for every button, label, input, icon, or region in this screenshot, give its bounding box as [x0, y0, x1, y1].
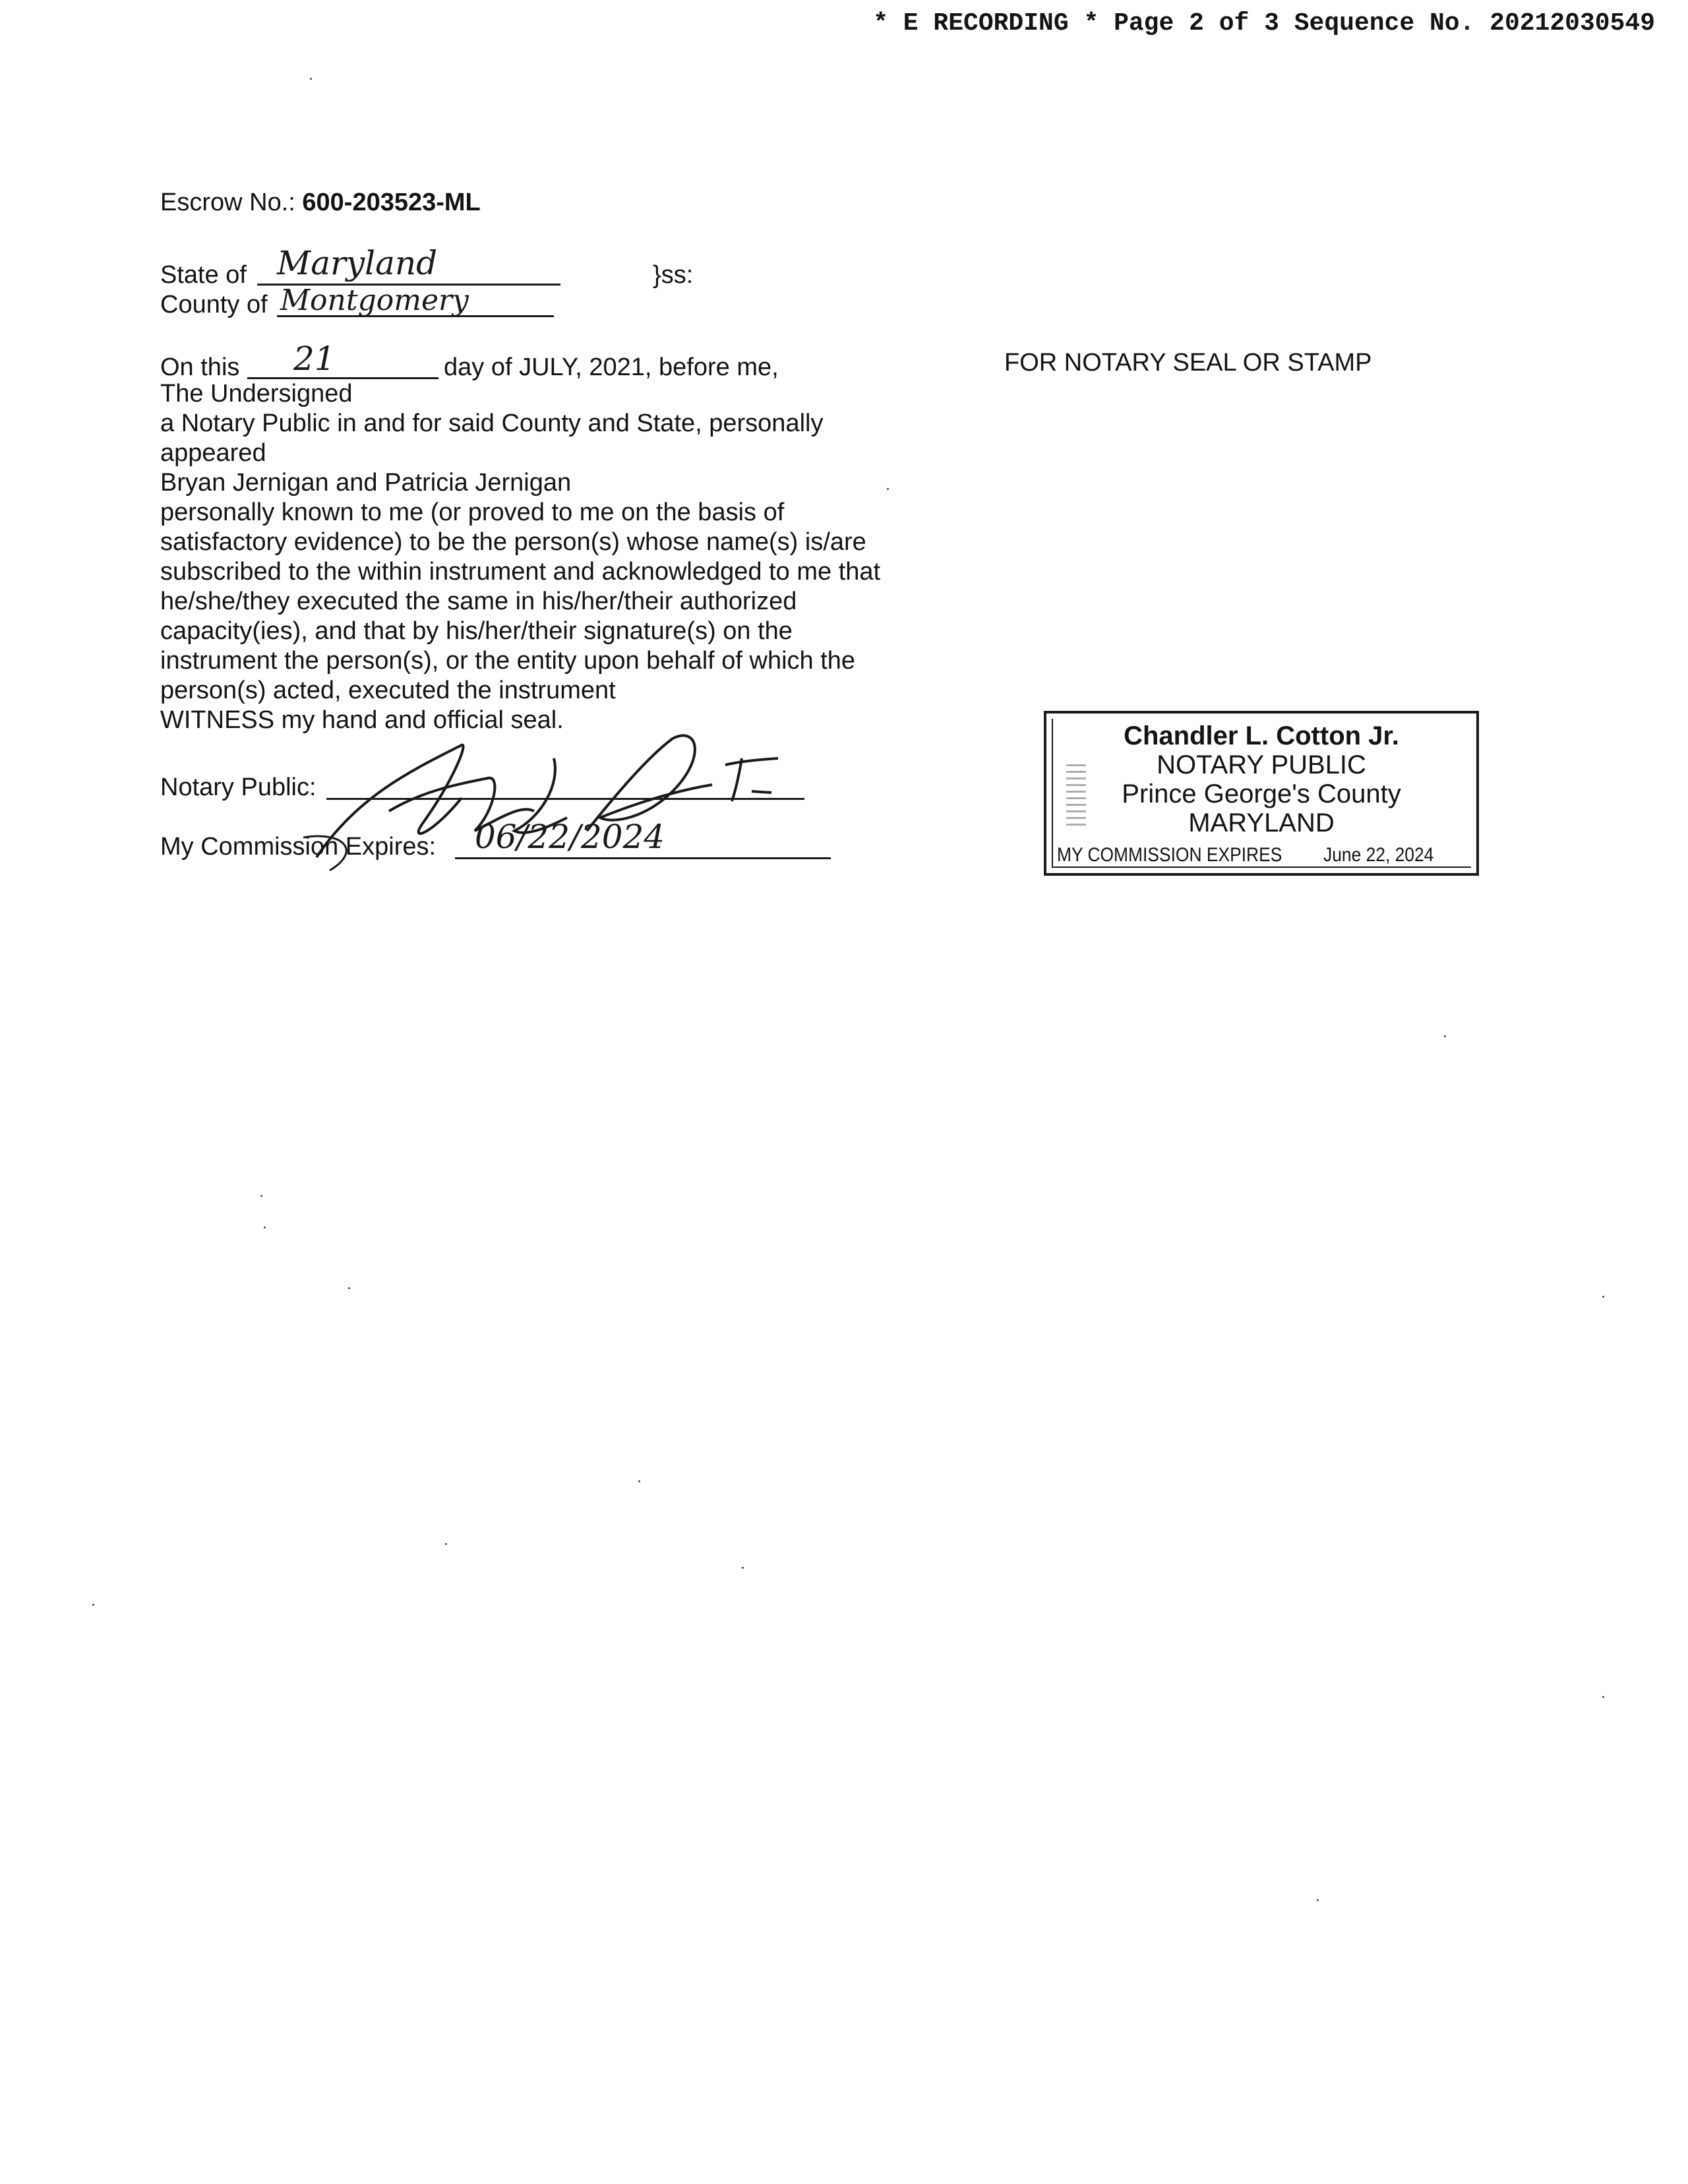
scan-speck — [310, 78, 312, 80]
body-line: personally known to me (or proved to me on the basis of — [160, 499, 785, 526]
body-line: appeared — [160, 439, 266, 467]
body-line: capacity(ies), and that by his/her/their signature(s) on the — [160, 617, 793, 645]
acknowledgment-body — [160, 379, 951, 735]
body-line: The Undersigned — [160, 380, 353, 408]
stamp-title: NOTARY PUBLIC — [1157, 750, 1366, 779]
stamp-expires-label: MY COMMISSION EXPIRES — [1057, 844, 1282, 866]
scan-speck — [260, 1195, 262, 1197]
state-handwritten-value: Maryland — [277, 244, 438, 282]
county-label: County of — [160, 291, 268, 318]
body-line: a Notary Public in and for said County and State, personally — [160, 410, 824, 437]
stamp-state: MARYLAND — [1188, 808, 1335, 837]
scan-speck — [1602, 1696, 1604, 1698]
stamp-notary-name: Chandler L. Cotton Jr. — [1124, 721, 1399, 750]
scan-speck — [1444, 1035, 1446, 1037]
on-this-label: On this — [160, 353, 240, 381]
scan-speck — [445, 1543, 447, 1545]
signer-names: Bryan Jernigan and Patricia Jernigan — [160, 469, 572, 497]
body-line: satisfactory evidence) to be the person(s) whose name(s) is/are — [160, 528, 866, 556]
escrow-line — [160, 188, 481, 218]
notary-public-label: Notary Public: — [160, 774, 316, 801]
day-handwritten-value: 21 — [293, 340, 336, 378]
county-handwritten-value: Montgomery — [280, 284, 469, 317]
body-line: person(s) acted, executed the instrument — [160, 677, 616, 704]
scan-speck — [1317, 1899, 1319, 1901]
scan-speck — [348, 1287, 350, 1289]
notary-stamp — [1044, 711, 1479, 876]
body-line: instrument the person(s), or the entity upon behalf of which the — [160, 647, 856, 675]
day-suffix: day of JULY, 2021, before me, — [444, 353, 779, 381]
body-line: subscribed to the within instrument and acknowledged to me that — [160, 558, 881, 586]
stamp-county: Prince George's County — [1122, 779, 1401, 808]
escrow-label: Escrow No.: — [160, 189, 295, 216]
scan-speck — [264, 1227, 266, 1228]
body-line: he/she/they executed the same in his/her/their authorized — [160, 588, 797, 615]
commission-expires-label: My Commission Expires: — [160, 833, 437, 861]
witness-line: WITNESS my hand and official seal. — [160, 706, 564, 734]
commission-handwritten-value: 06/22/2024 — [475, 818, 665, 856]
scan-speck — [92, 1604, 94, 1606]
scan-speck — [1602, 1296, 1604, 1298]
state-label: State of — [160, 261, 247, 289]
ss-label: }ss: — [653, 261, 694, 289]
escrow-number: 600-203523-ML — [302, 189, 481, 216]
scan-speck — [742, 1567, 744, 1569]
commission-underline — [455, 857, 831, 859]
recording-header: * E RECORDING * Page 2 of 3 Sequence No. 20212030549 — [873, 9, 1655, 38]
seal-area-label: FOR NOTARY SEAL OR STAMP — [1004, 349, 1372, 377]
scan-speck — [887, 488, 889, 490]
stamp-expires-date: June 22, 2024 — [1323, 844, 1434, 866]
scan-speck — [638, 1480, 640, 1482]
